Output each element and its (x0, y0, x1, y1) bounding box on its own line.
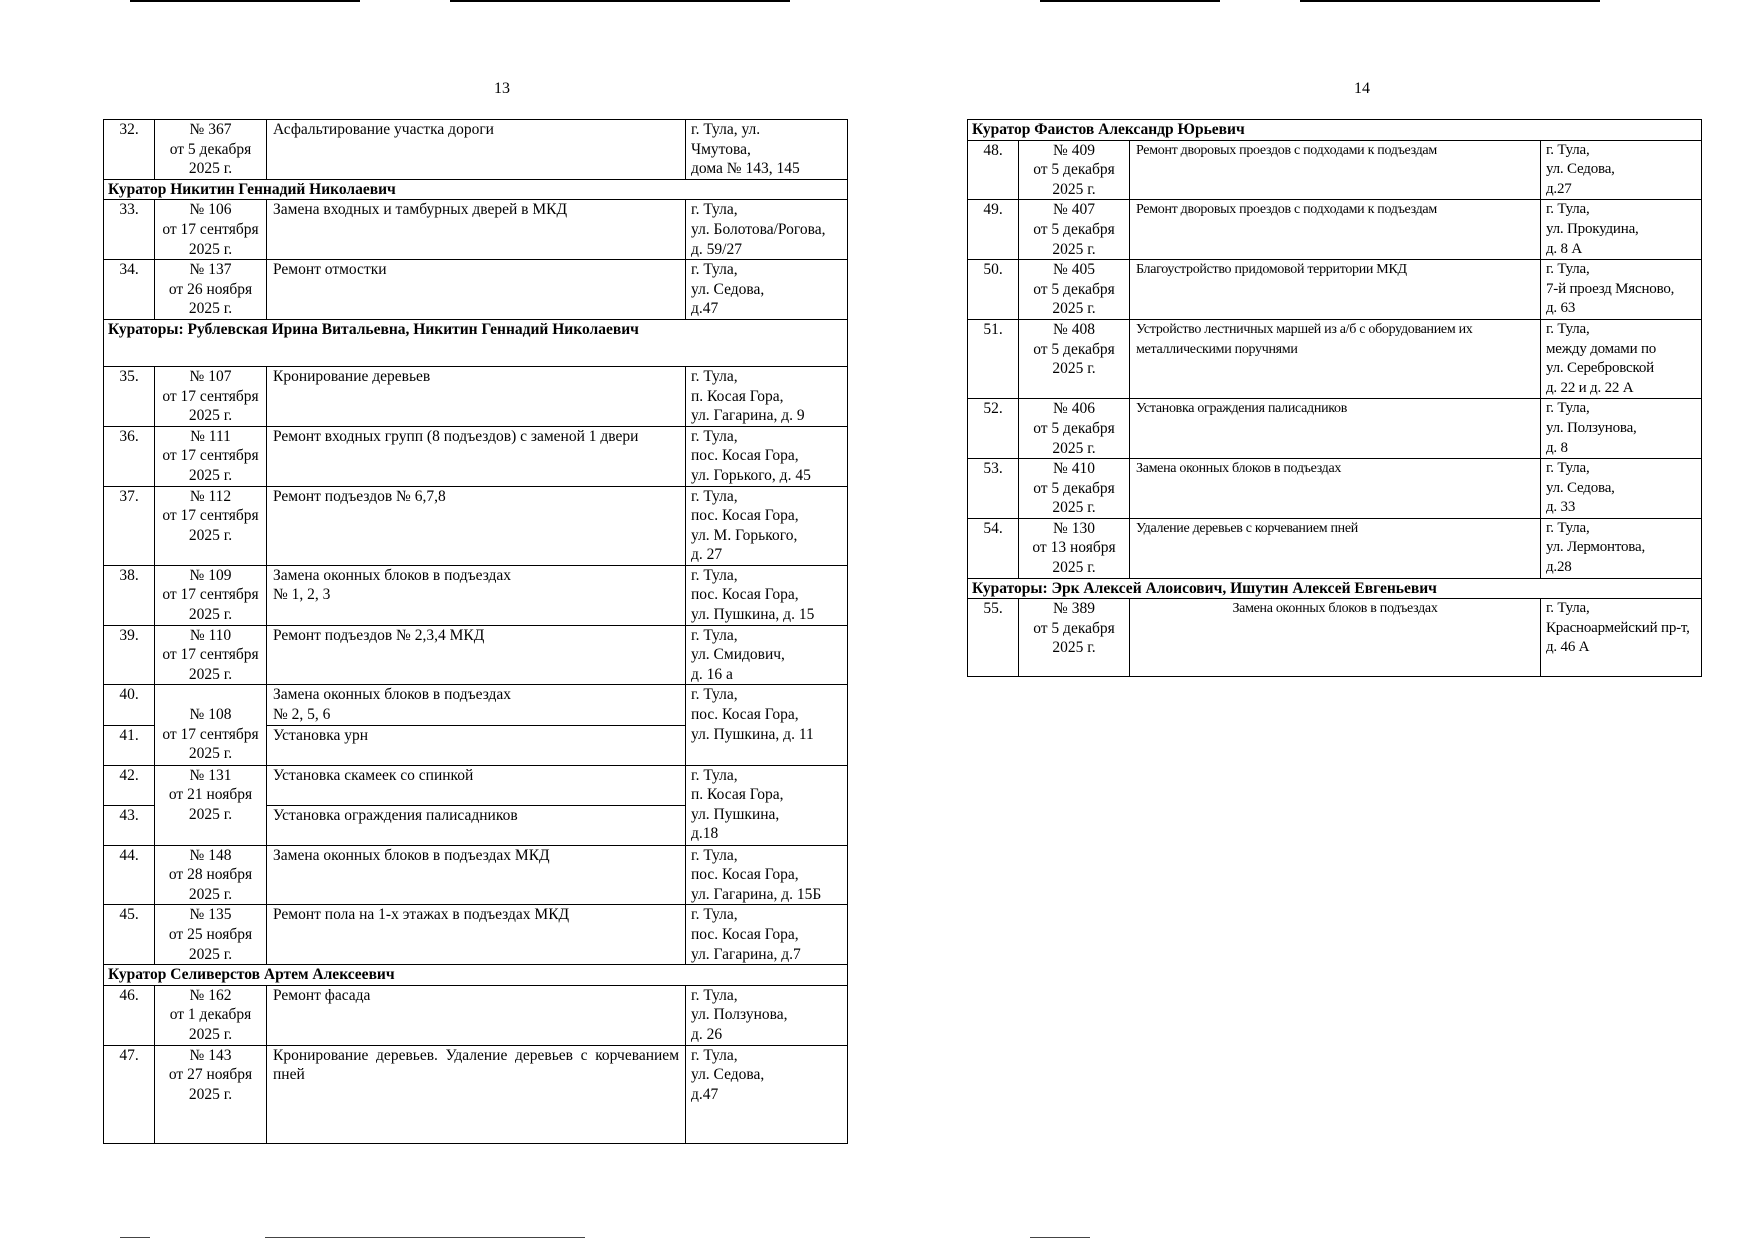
row-number: 36. (104, 426, 155, 486)
address: г. Тула, пос. Косая Гора, ул. Гагарина, д.7 (686, 905, 848, 965)
address: г. Тула, пос. Косая Гора, ул. М. Горького, д. 27 (686, 486, 848, 565)
scan-edge-line (450, 0, 790, 2)
work-description: Асфальтирование участка дороги (267, 120, 686, 180)
table-row (968, 319, 1702, 398)
work-description: Ремонт подъездов № 6,7,8 (267, 486, 686, 565)
work-description: Ремонт отмостки (267, 260, 686, 320)
table-row (104, 625, 848, 685)
table-row (104, 1045, 848, 1143)
address: г. Тула, пос. Косая Гора, ул. Пушкина, д. 15 (686, 565, 848, 625)
work-description: Установка скамеек со спинкой (267, 765, 686, 805)
table-row (104, 260, 848, 320)
document-reference: № 162 от 1 декабря 2025 г. (155, 985, 267, 1045)
work-description: Замена входных и тамбурных дверей в МКД (267, 200, 686, 260)
table-row (104, 565, 848, 625)
document-reference: № 405 от 5 декабря 2025 г. (1019, 260, 1130, 320)
row-number: 34. (104, 260, 155, 320)
work-description: Ремонт пола на 1-х этажах в подъездах МКД (267, 905, 686, 965)
address: г. Тула, ул. Болотова/Рогова, д. 59/27 (686, 200, 848, 260)
row-number: 41. (104, 725, 155, 765)
page-number: 14 (1354, 80, 1370, 97)
address: г. Тула, пос. Косая Гора, ул. Горького, д. 45 (686, 426, 848, 486)
address: г. Тула, ул. Лермонтова, д.28 (1541, 518, 1702, 578)
scan-edge-line (120, 1237, 150, 1238)
work-description: Установка ограждения палисадников (1130, 399, 1541, 459)
document-reference: № 131 от 21 ноября 2025 г. (155, 765, 267, 845)
work-description: Замена оконных блоков в подъездах № 2, 5, 6 (267, 685, 686, 725)
row-number: 55. (968, 599, 1019, 677)
document-reference: № 109 от 17 сентября 2025 г. (155, 565, 267, 625)
document-reference: № 111 от 17 сентября 2025 г. (155, 426, 267, 486)
page-number: 13 (494, 80, 510, 97)
table-row (968, 459, 1702, 519)
scan-edge-line (1030, 1237, 1090, 1238)
document-reference: № 410 от 5 декабря 2025 г. (1019, 459, 1130, 519)
table-row (104, 905, 848, 965)
document-reference: № 130 от 13 ноября 2025 г. (1019, 518, 1130, 578)
curator-heading: Кураторы: Эрк Алексей Алоисович, Ишутин Алексей Евгеньевич (968, 578, 1702, 599)
address: г. Тула, ул. Смидович, д. 16 а (686, 625, 848, 685)
row-number: 43. (104, 805, 155, 845)
work-description: Ремонт подъездов № 2,3,4 МКД (267, 625, 686, 685)
work-description: Замена оконных блоков в подъездах (1130, 599, 1541, 677)
row-number: 44. (104, 845, 155, 905)
address: г. Тула, ул. Ползунова, д. 26 (686, 985, 848, 1045)
row-number: 53. (968, 459, 1019, 519)
work-description: Замена оконных блоков в подъездах МКД (267, 845, 686, 905)
work-description: Ремонт дворовых проездов с подходами к подъездам (1130, 200, 1541, 260)
row-number: 35. (104, 366, 155, 426)
objects-table-page-13 (103, 119, 848, 1144)
row-number: 54. (968, 518, 1019, 578)
row-number: 45. (104, 905, 155, 965)
work-description: Удаление деревьев с корчеванием пней (1130, 518, 1541, 578)
curator-row (104, 965, 848, 986)
table-row (968, 399, 1702, 459)
address: г. Тула, 7-й проезд Мясново, д. 63 (1541, 260, 1702, 320)
row-number: 37. (104, 486, 155, 565)
work-description: Благоустройство придомовой территории МКД (1130, 260, 1541, 320)
work-description: Замена оконных блоков в подъездах (1130, 459, 1541, 519)
document-reference: № 367 от 5 декабря 2025 г. (155, 120, 267, 180)
table-row (104, 200, 848, 260)
address: г. Тула, ул. Ползунова, д. 8 (1541, 399, 1702, 459)
row-number: 52. (968, 399, 1019, 459)
row-number: 48. (968, 140, 1019, 200)
work-description: Ремонт фасада (267, 985, 686, 1045)
document-reference: № 408 от 5 декабря 2025 г. (1019, 319, 1130, 398)
table-row (104, 486, 848, 565)
address: г. Тула, ул. Прокудина, д. 8 А (1541, 200, 1702, 260)
table-row (968, 200, 1702, 260)
scan-edge-line (1300, 0, 1600, 2)
work-description: Устройство лестничных маршей из а/б с оборудованием их металлическими поручнями (1130, 319, 1541, 398)
row-number: 49. (968, 200, 1019, 260)
curator-heading: Куратор Фаистов Александр Юрьевич (968, 120, 1702, 141)
work-description: Ремонт входных групп (8 подъездов) с заменой 1 двери (267, 426, 686, 486)
scan-edge-line (265, 1237, 585, 1238)
table-row (104, 765, 848, 805)
document-reference: № 135 от 25 ноября 2025 г. (155, 905, 267, 965)
document-reference: № 407 от 5 декабря 2025 г. (1019, 200, 1130, 260)
document-reference: № 108 от 17 сентября 2025 г. (155, 685, 267, 765)
table-row (968, 518, 1702, 578)
document-reference: № 107 от 17 сентября 2025 г. (155, 366, 267, 426)
address: г. Тула, пос. Косая Гора, ул. Гагарина, д. 15Б (686, 845, 848, 905)
row-number: 42. (104, 765, 155, 805)
table-row (968, 260, 1702, 320)
document-reference: № 137 от 26 ноября 2025 г. (155, 260, 267, 320)
row-number: 46. (104, 985, 155, 1045)
document-reference: № 409 от 5 декабря 2025 г. (1019, 140, 1130, 200)
row-number: 50. (968, 260, 1019, 320)
row-number: 38. (104, 565, 155, 625)
curator-row (968, 578, 1702, 599)
table-row (104, 985, 848, 1045)
address: г. Тула, пос. Косая Гора, ул. Пушкина, д. 11 (686, 685, 848, 765)
table-row (104, 845, 848, 905)
work-description: Замена оконных блоков в подъездах № 1, 2, 3 (267, 565, 686, 625)
curator-row (968, 120, 1702, 141)
address: г. Тула, п. Косая Гора, ул. Пушкина, д.18 (686, 765, 848, 845)
address: г. Тула, между домами по ул. Серебровской д. 22 и д. 22 А (1541, 319, 1702, 398)
document-reference: № 112 от 17 сентября 2025 г. (155, 486, 267, 565)
document-reference: № 406 от 5 декабря 2025 г. (1019, 399, 1130, 459)
curator-row (104, 179, 848, 200)
table-row (968, 140, 1702, 200)
table-row (104, 426, 848, 486)
row-number: 33. (104, 200, 155, 260)
curator-row (104, 319, 848, 366)
work-description: Установка урн (267, 725, 686, 765)
address: г. Тула, Красноармейский пр-т, д. 46 А (1541, 599, 1702, 677)
scan-edge-line (130, 0, 360, 2)
row-number: 40. (104, 685, 155, 725)
scan-edge-line (1040, 0, 1220, 2)
document-reference: № 143 от 27 ноября 2025 г. (155, 1045, 267, 1143)
document-reference: № 106 от 17 сентября 2025 г. (155, 200, 267, 260)
address: г. Тула, п. Косая Гора, ул. Гагарина, д. 9 (686, 366, 848, 426)
row-number: 39. (104, 625, 155, 685)
work-description: Ремонт дворовых проездов с подходами к подъездам (1130, 140, 1541, 200)
address: г. Тула, ул. Седова, д.47 (686, 260, 848, 320)
work-description: Кронирование деревьев (267, 366, 686, 426)
table-row (968, 599, 1702, 677)
row-number: 32. (104, 120, 155, 180)
address: г. Тула, ул. Чмутова, дома № 143, 145 (686, 120, 848, 180)
objects-table-page-14 (967, 119, 1702, 677)
table-row (104, 685, 848, 725)
document-reference: № 389 от 5 декабря 2025 г. (1019, 599, 1130, 677)
document-reference: № 110 от 17 сентября 2025 г. (155, 625, 267, 685)
address: г. Тула, ул. Седова, д.47 (686, 1045, 848, 1143)
curator-heading: Куратор Селиверстов Артем Алексеевич (104, 965, 848, 986)
table-row (104, 120, 848, 180)
document-reference: № 148 от 28 ноября 2025 г. (155, 845, 267, 905)
work-description: Кронирование деревьев. Удаление деревьев с корчеванием пней (267, 1045, 686, 1143)
address: г. Тула, ул. Седова, д.27 (1541, 140, 1702, 200)
curator-heading: Куратор Никитин Геннадий Николаевич (104, 179, 848, 200)
work-description: Установка ограждения палисадников (267, 805, 686, 845)
row-number: 47. (104, 1045, 155, 1143)
curator-heading: Кураторы: Рублевская Ирина Витальевна, Никитин Геннадий Николаевич (104, 319, 848, 366)
address: г. Тула, ул. Седова, д. 33 (1541, 459, 1702, 519)
table-row (104, 366, 848, 426)
row-number: 51. (968, 319, 1019, 398)
